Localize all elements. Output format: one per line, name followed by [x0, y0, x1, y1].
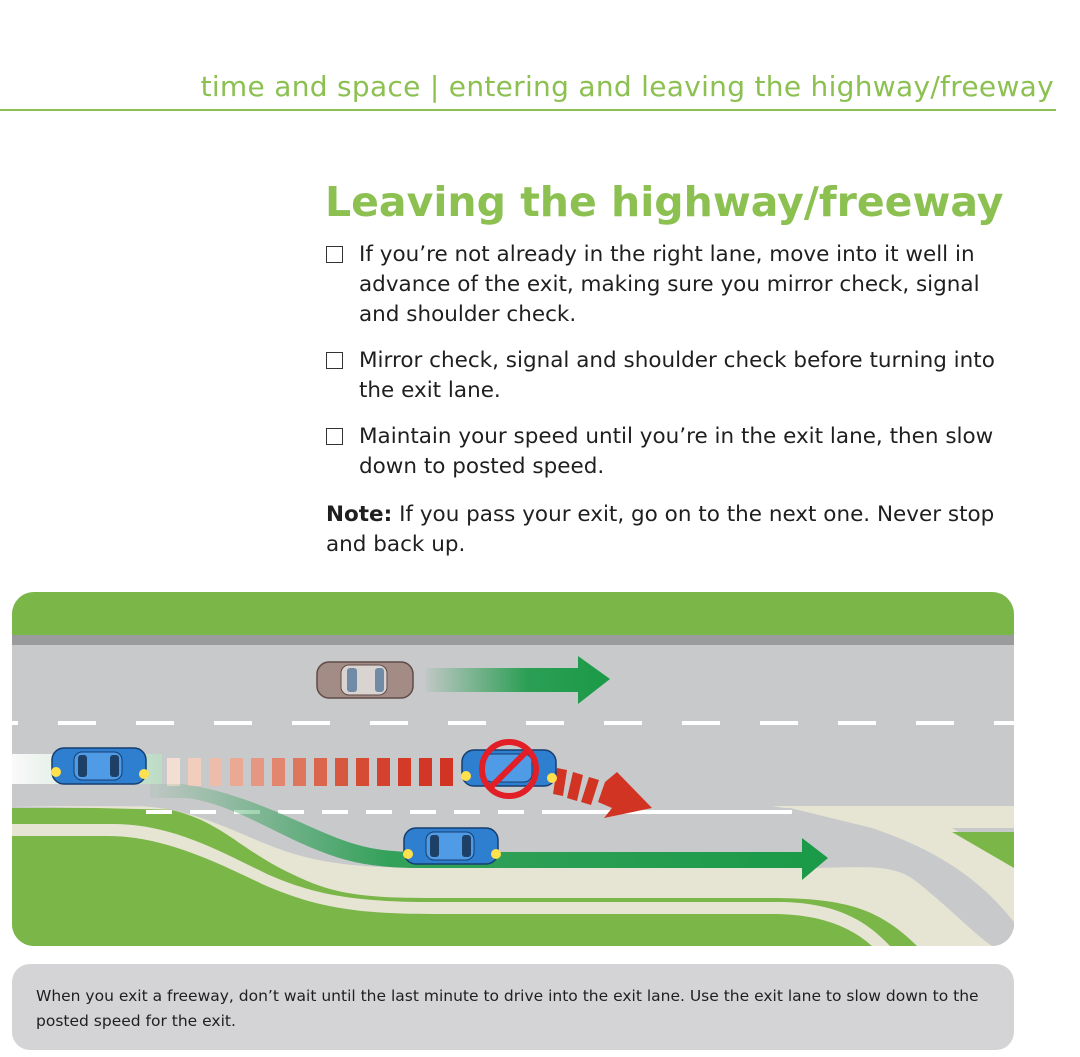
checkbox-icon[interactable]: [326, 352, 343, 369]
page-header: time and space | entering and leaving the highway/freeway: [200, 70, 1054, 103]
header-divider: [0, 109, 1056, 111]
checklist-item-text: Mirror check, signal and shoulder check before turning into the exit lane.: [359, 348, 995, 403]
checklist-item: [326, 346, 1006, 406]
checklist-item-text: If you’re not already in the right lane, move into it well in advance of the exit, making sure you mirror check, signal and shoulder check.: [359, 242, 980, 327]
checkbox-icon[interactable]: [326, 428, 343, 445]
road-top-edge: [12, 635, 1014, 645]
checkbox-icon[interactable]: [326, 246, 343, 263]
diagram-caption: When you exit a freeway, don’t wait until the last minute to drive into the exit lane. Use the exit lane to slow down to the posted speed for the exit.: [12, 964, 1014, 1050]
note-label: Note:: [326, 502, 393, 527]
grey-car-icon: [317, 662, 413, 698]
note-paragraph: [326, 500, 1016, 560]
checklist-item-text: Maintain your speed until you’re in the exit lane, then slow down to posted speed.: [359, 424, 994, 479]
note-text: If you pass your exit, go on to the next one. Never stop and back up.: [326, 502, 995, 557]
blue-car-start-icon: [51, 748, 149, 784]
highway-exit-diagram: [12, 592, 1014, 946]
checklist-item: [326, 422, 1006, 482]
checklist: [326, 240, 1006, 498]
blue-car-exit-lane-icon: [403, 828, 501, 864]
checklist-item: [326, 240, 1006, 330]
section-title: Leaving the highway/freeway: [325, 178, 1004, 226]
